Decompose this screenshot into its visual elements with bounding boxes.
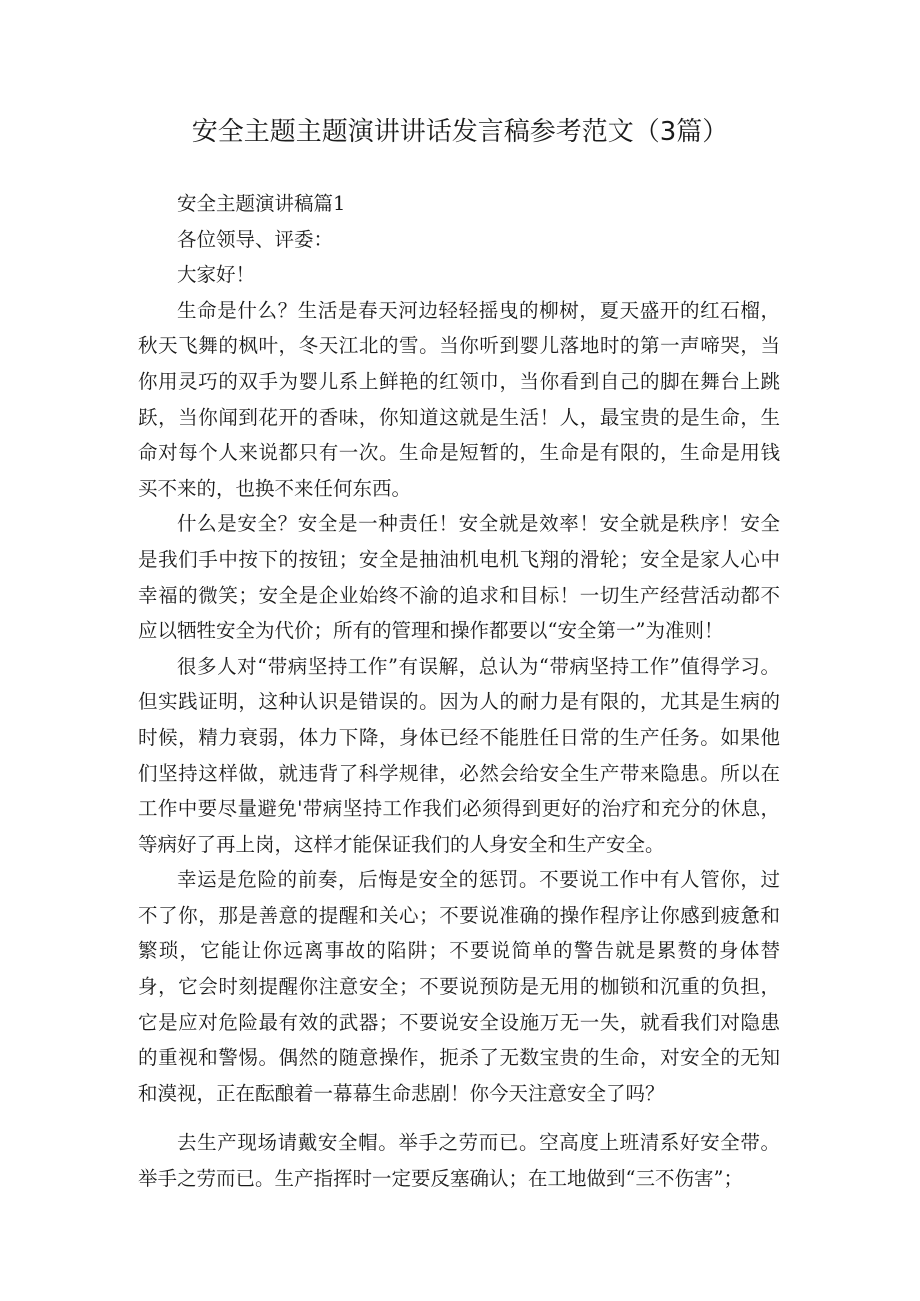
document-body: [138, 186, 780, 1197]
body-paragraph: 生命是什么？生活是春天河边轻轻摇曳的柳树，夏天盛开的红石榴，秋天飞舞的枫叶，冬天江北的雪。当你听到婴儿落地时的第一声啼哭，当你用灵巧的双手为婴儿系上鲜艳的红领巾，当你看到自己的脚在舞台上跳跃，当你闻到花开的香味，你知道这就是生活！人，最宝贵的是生命，生命对每个人来说都只有一次。生命是短暂的，生命是有限的，生命是用钱买不来的，也换不来任何东西。: [138, 298, 780, 500]
document-title: 安全主题主题演讲讲话发言稿参考范文（3篇）: [191, 117, 729, 147]
section-heading: 安全主题演讲稿篇1: [177, 192, 346, 215]
body-paragraph: 什么是安全？安全是一种责任！安全就是效率！安全就是秩序！安全是我们手中按下的按钮；安全是抽油机电机飞翔的滑轮；安全是家人心中幸福的微笑；安全是企业始终不渝的追求和目标！一切生产经营活动都不应以牺牲安全为代价；所有的管理和操作都要以“安全第一”为准则！: [138, 512, 780, 643]
salutation: 各位领导、评委：: [177, 227, 334, 251]
greeting: 大家好！: [177, 263, 256, 287]
body-paragraph: 去生产现场请戴安全帽。举手之劳而已。空高度上班清系好安全带。举手之劳而已。生产指挥时一定要反塞确认；在工地做到“三不伤害”；: [138, 1131, 780, 1191]
body-paragraph: 很多人对“带病坚持工作”有误解，总认为“带病坚持工作”值得学习。但实践证明，这种认识是错误的。因为人的耐力是有限的，尤其是生病的时候，精力衰弱，体力下降，身体已经不能胜任日常的生产任务。如果他们坚持这样做，就违背了科学规律，必然会给安全生产带来隐患。所以在工作中要尽量避免'带病坚持工作我们必须得到更好的治疗和充分的休息，等病好了再上岗，这样才能保证我们的人身安全和生产安全。: [138, 654, 780, 856]
body-paragraph: 幸运是危险的前奏，后悔是安全的惩罚。不要说工作中有人管你，过不了你，那是善意的提醒和关心；不要说准确的操作程序让你感到疲惫和繁琐，它能让你远离事故的陷阱；不要说简单的警告就是累赘的身体替身，它会时刻提醒你注意安全；不要说预防是无用的枷锁和沉重的负担，它是应对危险最有效的武器；不要说安全设施万无一失，就看我们对隐患的重视和警惕。偶然的随意操作，扼杀了无数宝贵的生命，对安全的无知和漠视，正在酝酿着一幕幕生命悲剧！你今天注意安全了吗？: [138, 868, 780, 1105]
